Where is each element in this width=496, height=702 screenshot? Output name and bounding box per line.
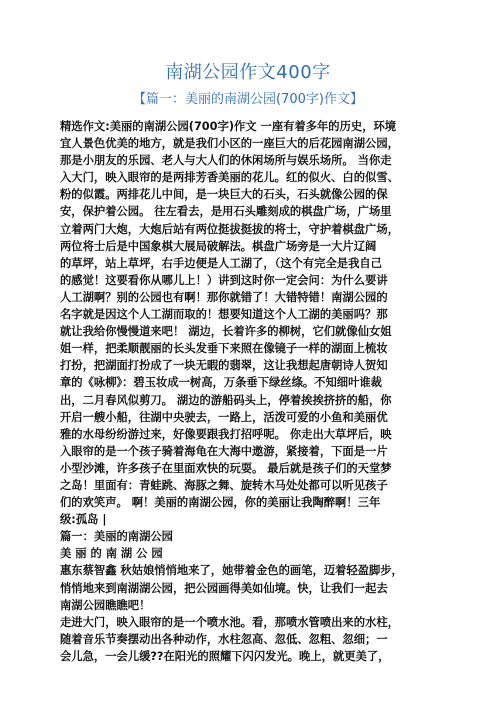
text-line: 入大门，映入眼帘的是两排芳香美丽的花儿。红的似火、白的似雪、: [60, 171, 399, 185]
text-line: 章的《咏柳》：碧玉妆成一树高，万条垂下绿丝绦。不知细叶谁裁: [60, 376, 382, 390]
text-line: 开启一艘小船，往湖中央驶去，一路上，活泼可爱的小鱼和美丽优: [60, 410, 388, 424]
text-line: 的感觉！这要看你从哪儿上！）讲到这时你一定会问：为什么要讲: [60, 273, 388, 287]
text-line: 篇一：美丽的南湖公园: [60, 530, 173, 544]
text-line: 的草坪，站上草坪，右手边便是人工湖了，（这个有完全是我自己: [60, 256, 382, 270]
text-line: 名字就是因这个人工湖而取的！想要知道这个人工湖的美丽吗？那: [60, 308, 388, 322]
text-line: 就让我给你慢慢道来吧！ 湖边，长着许多的柳树，它们就像仙女姐: [60, 325, 392, 339]
text-line: 悄悄地来到南湖湖公园，把公园画得美如仙境。快，让我们一起去: [60, 581, 388, 595]
document-title: 南湖公园作文400字: [165, 62, 331, 83]
text-line: 随着音乐节奏摆动出各种动作，水柱忽高、忽低、忽粗、忽细；一: [60, 632, 388, 646]
text-line: 两位将士后是中国象棋大展局破解法。棋盘广场旁是一大片辽阔: [60, 239, 377, 253]
text-line: 惠东蔡智鑫 秋姑娘悄悄地来了，她带着金色的画笔，迈着轻盈脚步，: [60, 564, 403, 578]
text-line: 那是小朋友的乐园、老人与大人们的休闲场所与娱乐场所。 当你走: [60, 154, 392, 168]
text-line: 南湖公园瞧瞧吧！: [60, 598, 151, 612]
text-line: 们的欢笑声。 啊！美丽的南湖公园，你的美丽让我陶醉啊！三年: [60, 496, 381, 510]
text-line: 雅的水母纷纷游过来，好像要跟我打招呼呢。 你走出大草坪后，映: [60, 427, 392, 441]
document-body: [60, 118, 440, 665]
text-line: 粉的似霞。两排花儿中间，是一块巨大的石头，石头就像公园的保: [60, 188, 388, 202]
text-line: 走进大门，映入眼帘的是一个喷水池。看，那喷水管喷出来的水柱，: [60, 615, 399, 629]
text-line: 安，保护着公园。 往左看去，是用石头雕刻成的棋盘广场，广场里: [60, 205, 392, 219]
text-line: 会儿急，一会儿缓??在阳光的照耀下闪闪发光。晚上，就更美了，: [60, 649, 390, 663]
text-line: 美 丽 的 南 湖 公 园: [60, 547, 163, 561]
text-line: 姐一样，把柔顺靓丽的长头发垂下来照在像镜子一样的湖面上梳妆: [60, 342, 388, 356]
text-line: 之岛！里面有：青蛙跳、海豚之舞、旋转木马处处都可以听见孩子: [60, 478, 388, 492]
text-line: 立着两门大炮，大炮后站有两位挺拔挺拔的将士，守护着棋盘广场，: [60, 222, 399, 236]
text-line: 宜人景色优美的地方，就是我们小区的一座巨大的后花园南湖公园，: [60, 137, 399, 151]
text-line: 精选作文:美丽的南湖公园(700字)作文 一座有着多年的历史，环境: [60, 120, 397, 133]
text-line: 小型沙滩，许多孩子在里面欢快的玩耍。 最后就是孩子们的天堂梦: [60, 461, 392, 475]
text-line: 入眼帘的是一个孩子骑着海龟在大海中遨游，紧接着，下面是一片: [60, 444, 388, 458]
text-line: 人工湖啊？别的公园也有啊！那你就错了！大错特错！南湖公园的: [60, 290, 388, 304]
text-line: 出，二月春风似剪刀。 湖边的游船码头上，停着挨挨挤挤的船，你: [60, 393, 392, 407]
text-line: 打扮，把湖面打扮成了一块无暇的翡翠，这让我想起唐朝诗人贺知: [60, 359, 388, 373]
text-line: 级:孤岛 |: [60, 513, 107, 527]
document-subtitle: 【篇一：美丽的南湖公园(700字)作文】: [133, 92, 363, 107]
